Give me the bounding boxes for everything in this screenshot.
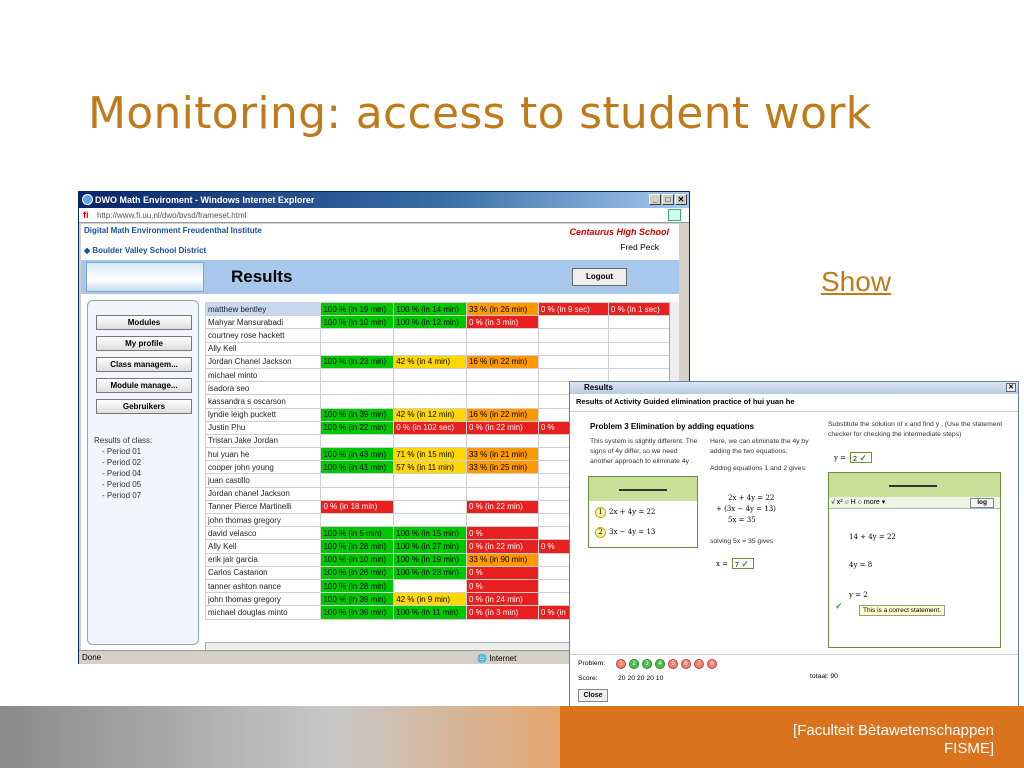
problem-dot[interactable]: 2 xyxy=(629,659,639,669)
slide-footer xyxy=(0,706,1024,768)
score-cell[interactable] xyxy=(394,579,467,592)
period-link[interactable]: - Period 01 xyxy=(102,447,142,456)
score-cell[interactable]: 100 % (in 39 min) xyxy=(321,593,394,606)
url-text: http://www.fi.uu.nl/dwo/bvsd/frameset.html xyxy=(97,211,247,220)
student-name[interactable]: Tanner Pierce Martinelli xyxy=(206,500,321,513)
problem-dot[interactable]: 4 xyxy=(655,659,665,669)
log-button[interactable]: log xyxy=(970,498,994,508)
score-cell[interactable] xyxy=(466,474,538,487)
work-line-2: 4y = 8 xyxy=(849,561,873,569)
equations-widget: 1 2x + 4y = 22 2 3x − 4y = 13 xyxy=(588,476,698,548)
score-cell[interactable]: 0 % xyxy=(466,579,538,592)
period-link[interactable]: - Period 02 xyxy=(102,458,142,467)
problem-label: Problem: xyxy=(578,660,606,667)
score-cell[interactable] xyxy=(394,514,467,527)
slide-title: Monitoring: access to student work xyxy=(88,88,872,139)
score-cell[interactable]: 100 % (in 23 min) xyxy=(321,355,394,368)
solving-text: solving 5x = 35 gives xyxy=(710,538,774,545)
score-cell[interactable] xyxy=(321,329,394,342)
dialog-footer xyxy=(570,654,1018,706)
period-link[interactable]: - Period 05 xyxy=(102,480,142,489)
score-cell[interactable] xyxy=(538,316,608,329)
score-cell[interactable]: 100 % (in 43 min) xyxy=(321,448,394,461)
dialog-close-icon[interactable]: ✕ xyxy=(1006,383,1016,392)
score-cell[interactable]: 0 % (in 22 min) xyxy=(466,540,538,553)
student-name[interactable]: Jordan Chanel Jackson xyxy=(206,355,321,368)
logout-button[interactable]: Logout xyxy=(572,268,627,286)
intro-text: This system is slightly different. The signs of 4y differ, so we need another approach to eliminate 4y . xyxy=(590,438,698,465)
score-cell[interactable] xyxy=(321,474,394,487)
score-cell[interactable]: 100 % (in 10 min) xyxy=(321,553,394,566)
score-cell[interactable]: 0 % (in 1 sec) xyxy=(608,303,678,316)
score-cell[interactable]: 100 % (in 11 min) xyxy=(394,606,467,619)
score-cell[interactable] xyxy=(466,368,538,381)
site-title: Digital Math Environment Freudenthal Institute xyxy=(84,226,262,235)
score-cell[interactable]: 100 % (in 22 min) xyxy=(321,421,394,434)
score-cell[interactable]: 0 % xyxy=(466,566,538,579)
student-name[interactable]: matthew bentley xyxy=(206,303,321,316)
table-row xyxy=(206,303,679,316)
close-button[interactable]: ✕ xyxy=(675,194,687,205)
sum-line-1: 2x + 4y = 22 xyxy=(728,494,775,502)
score-cell[interactable] xyxy=(466,382,538,395)
faculty-logo: [Faculteit Bètawetenschappen FISME] xyxy=(793,722,994,757)
score-cell[interactable] xyxy=(394,368,467,381)
score-cell[interactable] xyxy=(608,368,678,381)
score-cell[interactable] xyxy=(608,342,678,355)
score-cell[interactable]: 100 % (in 19 min) xyxy=(394,553,467,566)
internet-zone: 🌐 Internet xyxy=(477,654,517,663)
status-text: Done xyxy=(82,653,102,662)
score-cell[interactable]: 100 % (in 10 min) xyxy=(321,316,394,329)
score-cell[interactable] xyxy=(394,487,467,500)
student-name[interactable]: Justin Phu xyxy=(206,421,321,434)
score-cell[interactable]: 33 % (in 25 min) xyxy=(466,461,538,474)
student-name[interactable]: michael minto xyxy=(206,368,321,381)
period-link[interactable]: - Period 07 xyxy=(102,491,142,500)
score-cell[interactable] xyxy=(394,382,467,395)
banner xyxy=(81,260,679,294)
score-cell[interactable]: 100 % (in 5 min) xyxy=(321,527,394,540)
right-text: Substitute the solution of x and find y . (Use the statement checker for checking the intermediate steps) xyxy=(828,421,1003,438)
student-name[interactable]: hui yuan he xyxy=(206,448,321,461)
work-line-1: 14 + 4y = 22 xyxy=(849,533,896,541)
student-name[interactable]: Ally Kell xyxy=(206,540,321,553)
score-cell[interactable]: 0 % xyxy=(538,421,608,434)
score-cell[interactable] xyxy=(321,487,394,500)
score-cell[interactable]: 42 % (in 9 min) xyxy=(394,593,467,606)
score-cell[interactable]: 16 % (in 22 min) xyxy=(466,408,538,421)
score-cell[interactable] xyxy=(466,487,538,500)
score-cell[interactable]: 100 % (in 39 min) xyxy=(321,606,394,619)
score-cell[interactable] xyxy=(538,355,608,368)
score-cell[interactable] xyxy=(466,329,538,342)
student-name[interactable]: Tristan Jake Jordan xyxy=(206,434,321,447)
module-management-button[interactable]: Module manage... xyxy=(96,378,192,393)
total-score: totaal: 90 xyxy=(810,673,838,680)
score-cell[interactable] xyxy=(608,329,678,342)
modules-button[interactable]: Modules xyxy=(96,315,192,330)
score-cell[interactable] xyxy=(321,395,394,408)
score-cell[interactable] xyxy=(394,395,467,408)
student-name[interactable]: erik jair garcia xyxy=(206,553,321,566)
score-cell[interactable]: 0 % (in 18 min) xyxy=(321,500,394,513)
score-cell[interactable] xyxy=(466,342,538,355)
work-widget xyxy=(828,472,1001,648)
gebruikers-button[interactable]: Gebruikers xyxy=(96,399,192,414)
dialog-titlebar: Results ✕ xyxy=(570,382,1018,394)
score-cell[interactable]: 0 % xyxy=(538,540,608,553)
page-heading: Results xyxy=(231,267,293,286)
score-cell[interactable] xyxy=(321,514,394,527)
score-cell[interactable] xyxy=(608,355,678,368)
address-bar[interactable] xyxy=(79,208,689,223)
score-cell[interactable]: 100 % (in 28 min) xyxy=(321,579,394,592)
score-cell[interactable] xyxy=(466,514,538,527)
correct-tooltip: This is a correct statement. xyxy=(859,605,945,616)
table-row xyxy=(206,368,679,381)
score-cell[interactable] xyxy=(538,342,608,355)
score-cell[interactable]: 100 % (in 39 min) xyxy=(321,408,394,421)
problem-dot[interactable]: 7 xyxy=(694,659,704,669)
score-cell[interactable]: 16 % (in 22 min) xyxy=(466,355,538,368)
student-name[interactable]: Jordan chanel Jackson xyxy=(206,487,321,500)
student-name[interactable]: tanner ashton nance xyxy=(206,579,321,592)
score-values: 20 20 20 20 10 xyxy=(618,675,664,682)
score-cell[interactable] xyxy=(394,434,467,447)
score-cell[interactable] xyxy=(394,474,467,487)
minimize-button[interactable]: _ xyxy=(649,194,661,205)
score-cell[interactable]: 42 % (in 12 min) xyxy=(394,408,467,421)
school-name: Centaurus High School xyxy=(569,227,669,237)
x-label: x = xyxy=(716,560,729,568)
show-link[interactable]: Show xyxy=(821,266,892,297)
dialog-heading: Results of Activity Guided elimination practice of hui yuan he xyxy=(576,397,795,406)
maximize-button[interactable]: □ xyxy=(662,194,674,205)
score-cell[interactable]: 57 % (in 11 min) xyxy=(394,461,467,474)
work-line-3: y = 2 xyxy=(849,591,868,599)
student-name[interactable]: courtney rose hackett xyxy=(206,329,321,342)
student-name[interactable]: Mahyar Mansurabadi xyxy=(206,316,321,329)
student-name[interactable]: michael douglas minto xyxy=(206,606,321,619)
student-name[interactable]: john thomas gregory xyxy=(206,593,321,606)
score-cell[interactable] xyxy=(608,316,678,329)
y-input[interactable]: 2 ✓ xyxy=(850,452,872,463)
period-link[interactable]: - Period 04 xyxy=(102,469,142,478)
y-label: y = xyxy=(834,454,847,462)
score-cell[interactable]: 33 % (in 21 min) xyxy=(466,448,538,461)
score-cell[interactable] xyxy=(321,342,394,355)
score-cell[interactable]: 0 % (in 3 min) xyxy=(466,316,538,329)
student-name[interactable]: kassandra s oscarson xyxy=(206,395,321,408)
sum-line-2: + (3x − 4y = 13) xyxy=(716,505,776,513)
problem-dot[interactable]: 5 xyxy=(668,659,678,669)
x-input[interactable]: 7 ✓ xyxy=(732,558,754,569)
sum-line-3: 5x = 35 xyxy=(728,516,756,524)
problem-title: Problem 3 Elimination by adding equations xyxy=(590,422,755,431)
student-name[interactable]: cooper john young xyxy=(206,461,321,474)
score-cell[interactable] xyxy=(321,382,394,395)
math-toolbar[interactable]: √ x² ○ H ○ more ▾ log xyxy=(829,497,1000,509)
student-name[interactable]: Carlos Castanon xyxy=(206,566,321,579)
ie-title: DWO Math Enviroment - Windows Internet Explorer xyxy=(95,195,315,205)
score-cell[interactable]: 0 % (in 24 min) xyxy=(466,593,538,606)
score-cell[interactable]: 0 % (in 3 min) xyxy=(466,606,538,619)
student-name[interactable]: david velasco xyxy=(206,527,321,540)
score-cell[interactable] xyxy=(394,342,467,355)
favicon-icon: fi xyxy=(83,210,89,220)
student-name[interactable]: lyndie leigh puckett xyxy=(206,408,321,421)
score-cell[interactable]: 100 % (in 41 min) xyxy=(321,461,394,474)
score-cell[interactable]: 0 % (in 9 sec) xyxy=(538,303,608,316)
problem-dot[interactable]: 6 xyxy=(681,659,691,669)
score-cell[interactable]: 0 % (in 102 sec) xyxy=(394,421,467,434)
close-dialog-button[interactable]: Close xyxy=(578,689,608,702)
score-cell[interactable]: 100 % (in 12 min) xyxy=(394,316,467,329)
student-name[interactable]: isadora seo xyxy=(206,382,321,395)
banner-image xyxy=(86,262,204,292)
problem-dot[interactable]: 3 xyxy=(642,659,652,669)
score-cell[interactable]: 0 % (in 22 min) xyxy=(466,500,538,513)
ie-icon xyxy=(82,194,93,205)
score-cell[interactable] xyxy=(466,395,538,408)
score-cell[interactable]: 100 % (in 23 min) xyxy=(394,566,467,579)
score-cell[interactable]: 0 % (in 22 min) xyxy=(466,421,538,434)
ie-titlebar xyxy=(79,192,689,208)
score-cell[interactable] xyxy=(394,500,467,513)
score-cell[interactable]: 33 % (in 90 min) xyxy=(466,553,538,566)
score-cell[interactable] xyxy=(321,434,394,447)
score-cell[interactable]: 71 % (in 15 min) xyxy=(394,448,467,461)
student-name[interactable]: Ally Kell xyxy=(206,342,321,355)
adding-text: Adding equations 1 and 2 gives: xyxy=(710,465,807,472)
score-cell[interactable]: 100 % (in 15 min) xyxy=(394,527,467,540)
my-profile-button[interactable]: My profile xyxy=(96,336,192,351)
go-icon[interactable] xyxy=(668,209,681,221)
student-name[interactable]: john thomas gregory xyxy=(206,514,321,527)
score-cell[interactable] xyxy=(538,368,608,381)
table-row xyxy=(206,342,679,355)
table-row xyxy=(206,316,679,329)
results-of-class: Results of class: - Period 01 - Period 02 - Period 04 - Period 05 - Period 07 xyxy=(94,436,153,500)
teacher-name: Fred Peck xyxy=(620,242,659,252)
score-cell[interactable] xyxy=(321,368,394,381)
middle-text: Here, we can eliminate the 4y by adding the two equations. xyxy=(710,438,809,455)
score-cell[interactable]: 100 % (in 19 min) xyxy=(321,303,394,316)
score-cell[interactable]: 100 % (in 28 min) xyxy=(321,540,394,553)
score-cell[interactable]: 100 % (in 14 min) xyxy=(394,303,467,316)
problem-dot[interactable]: 1 xyxy=(616,659,626,669)
student-name[interactable]: juan castillo xyxy=(206,474,321,487)
score-cell[interactable] xyxy=(466,434,538,447)
score-cell[interactable] xyxy=(394,329,467,342)
class-management-button[interactable]: Class managem... xyxy=(96,357,192,372)
score-cell[interactable] xyxy=(538,329,608,342)
sidebar xyxy=(87,300,199,645)
score-cell[interactable]: 33 % (in 26 min) xyxy=(466,303,538,316)
score-label: Score: xyxy=(578,675,598,682)
score-cell[interactable]: 0 % (in xyxy=(538,606,608,619)
check-icon: ✓ xyxy=(835,601,843,611)
score-cell[interactable]: 100 % (in 26 min) xyxy=(321,566,394,579)
table-row xyxy=(206,355,679,368)
score-cell[interactable]: 42 % (in 4 min) xyxy=(394,355,467,368)
table-row xyxy=(206,329,679,342)
problem-dot[interactable]: 8 xyxy=(707,659,717,669)
score-cell[interactable]: 0 % xyxy=(466,527,538,540)
district-logo: ◆ Boulder Valley School District xyxy=(84,246,207,255)
score-cell[interactable]: 100 % (in 27 min) xyxy=(394,540,467,553)
results-dialog xyxy=(569,381,1019,706)
